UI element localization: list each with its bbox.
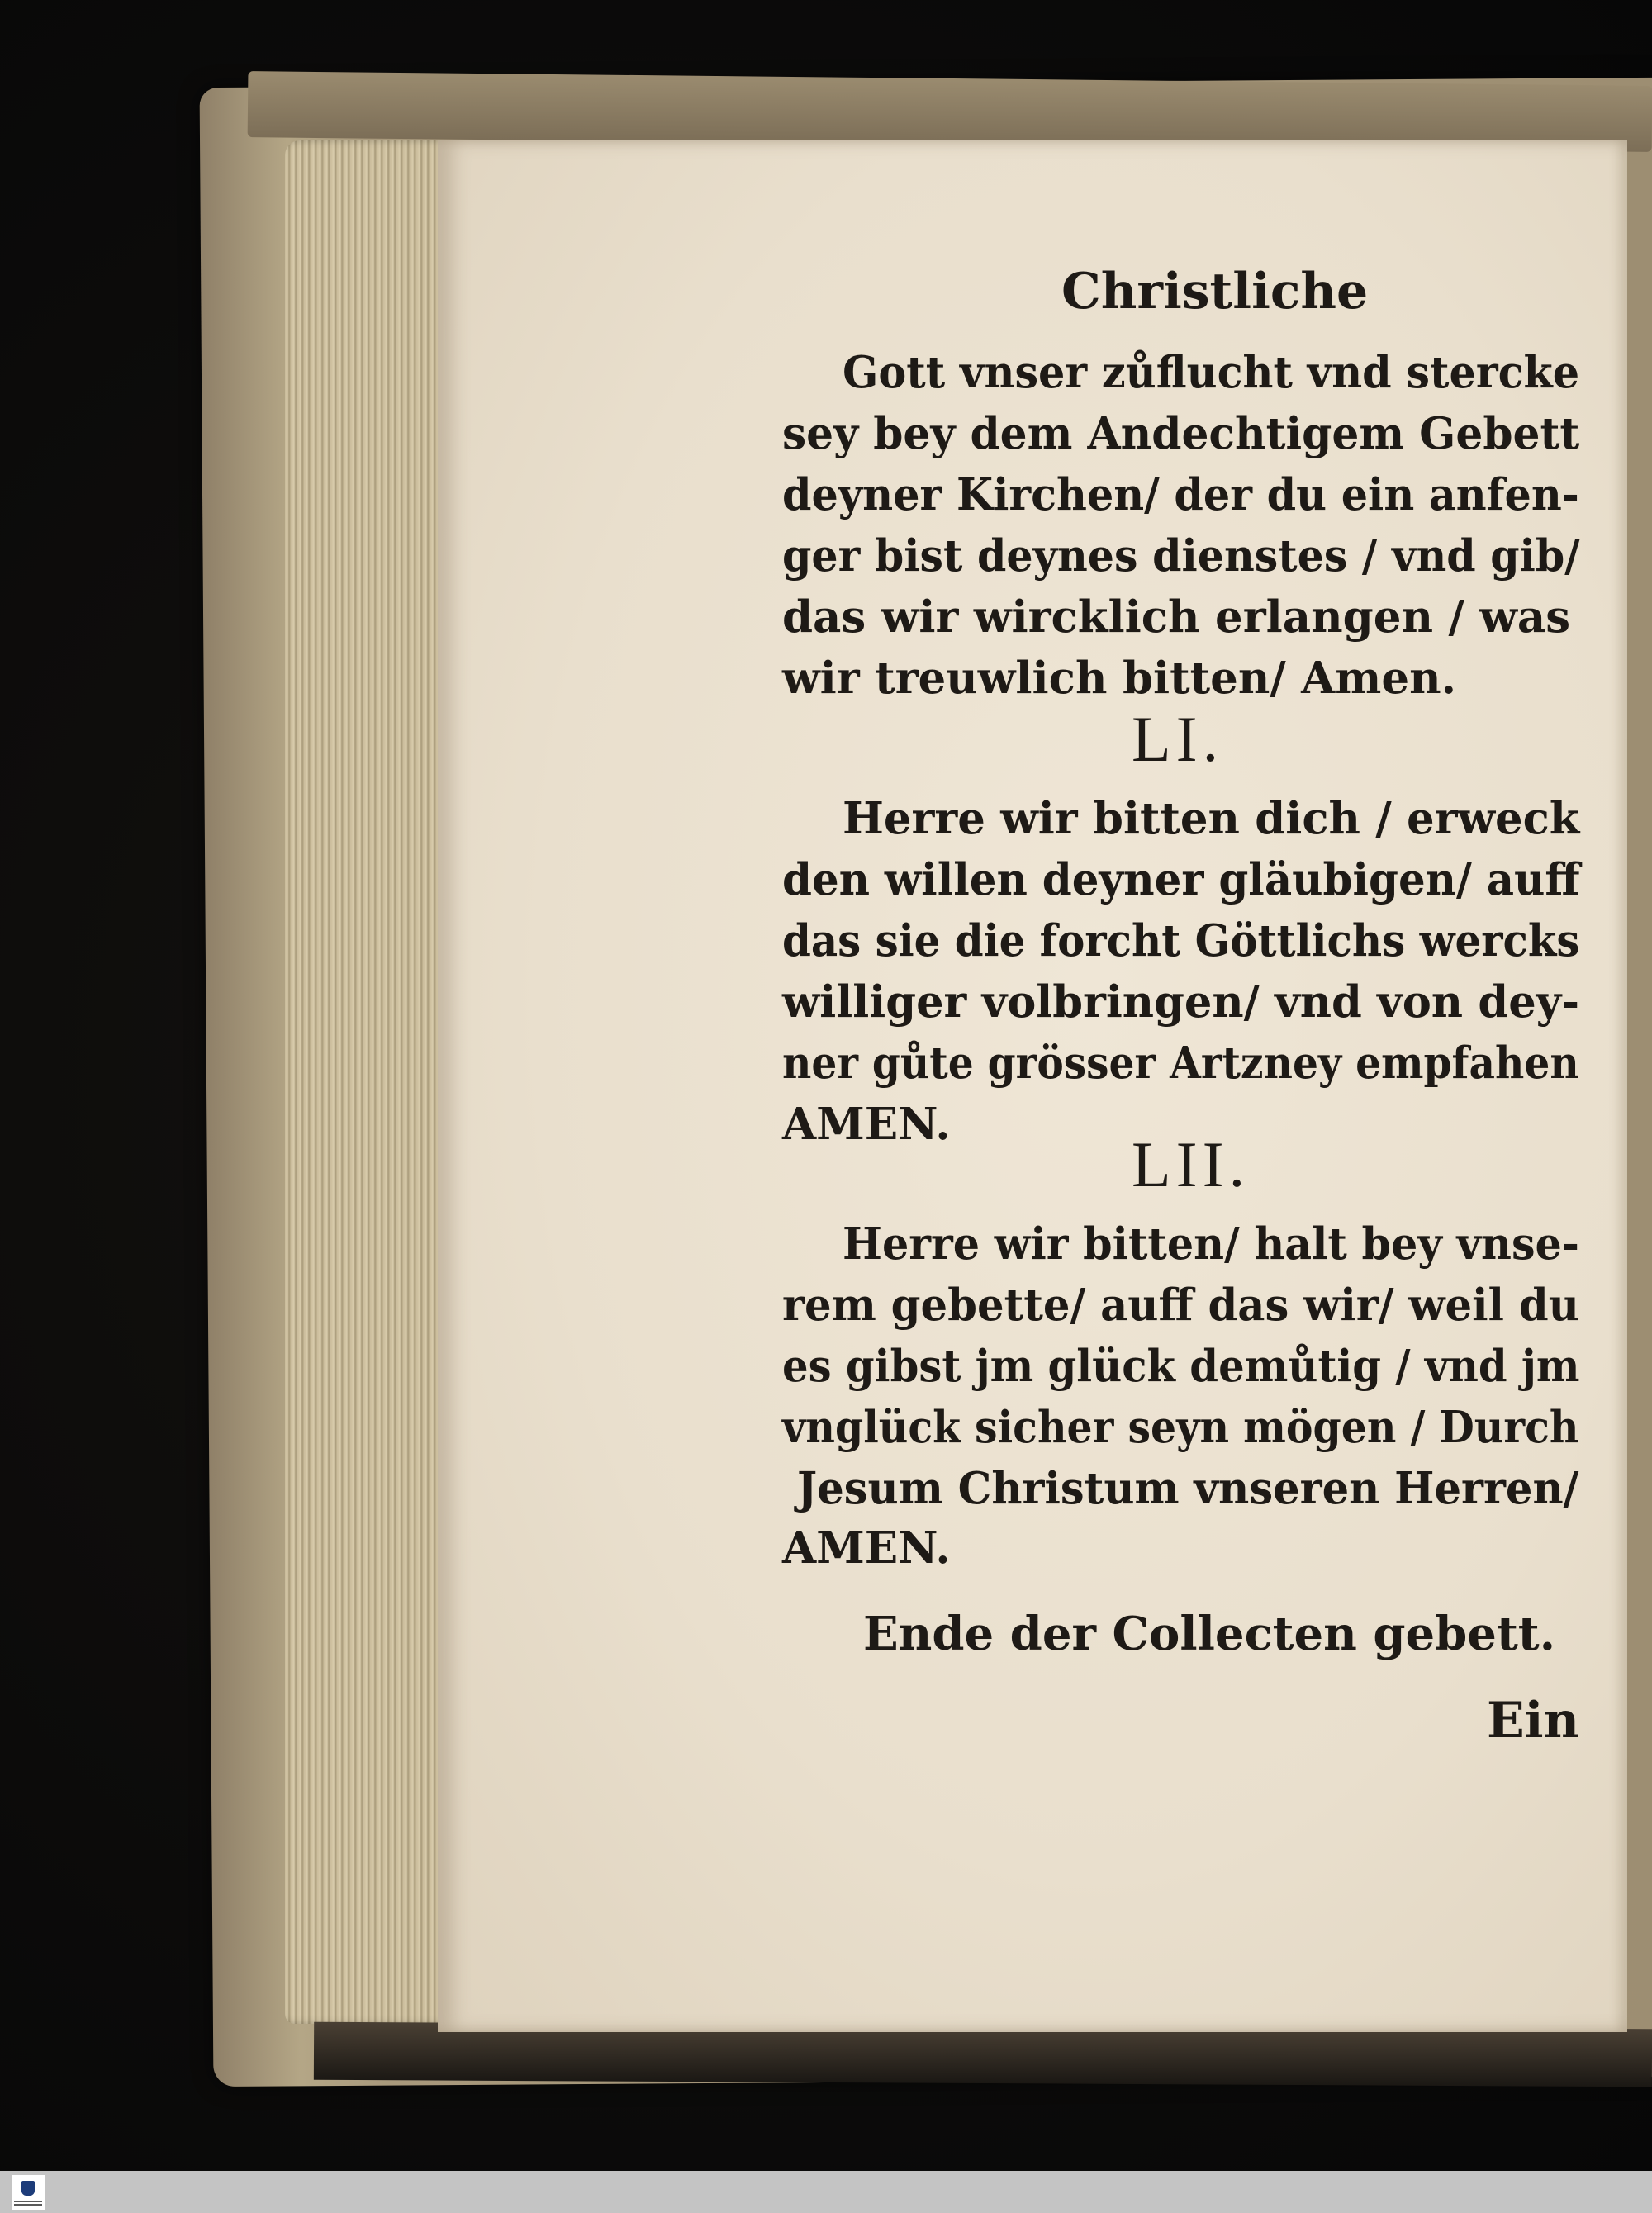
closing-line: Ende der Collecten gebett.	[863, 1607, 1556, 1661]
text-line: AMEN.	[782, 1522, 951, 1574]
logo-text-line	[14, 2204, 42, 2206]
page-edges	[285, 140, 450, 2024]
text-line: Gott vnser zůflucht vnd stercke	[843, 347, 1580, 398]
text-line: AMEN.	[782, 1099, 951, 1150]
section-numeral: LI.	[1132, 703, 1224, 775]
text-line: das sie die forcht Göttlichs wercks	[782, 915, 1580, 966]
text-line: vnglück sicher seyn mögen / Durch	[782, 1402, 1579, 1453]
text-line: wir treuwlich bitten/ Amen.	[782, 653, 1457, 704]
text-line: deyner Kirchen/ der du ein anfen-	[782, 469, 1579, 520]
text-line: ger bist deynes dienstes / vnd gib/	[782, 530, 1580, 582]
text-line: williger volbringen/ vnd von dey-	[782, 976, 1580, 1028]
text-line: Herre wir bitten dich / erweck	[843, 793, 1580, 844]
running-head: Christliche	[1061, 263, 1369, 321]
text-line: ner gůte grösser Artzney empfahen	[782, 1038, 1579, 1089]
text-line: es gibst jm glück demůtig / vnd jm	[782, 1341, 1580, 1392]
text-line: rem gebette/ auff das wir/ weil du	[782, 1280, 1579, 1331]
text-line: Jesum Christum vnseren Herren/	[797, 1463, 1579, 1514]
text-line: den willen deyner gläubigen/ auff	[782, 854, 1580, 905]
section-numeral: LII.	[1132, 1128, 1251, 1200]
text-line: Herre wir bitten/ halt bey vnse-	[843, 1218, 1579, 1270]
library-logo-icon	[12, 2175, 45, 2210]
logo-mark	[21, 2181, 35, 2196]
footer-strip	[0, 2171, 1652, 2213]
logo-text-line	[14, 2201, 42, 2202]
text-line: das wir wircklich erlangen / was	[782, 591, 1571, 643]
text-line: sey bey dem Andechtigem Gebett	[782, 408, 1580, 459]
catchword: Ein	[1487, 1692, 1580, 1750]
